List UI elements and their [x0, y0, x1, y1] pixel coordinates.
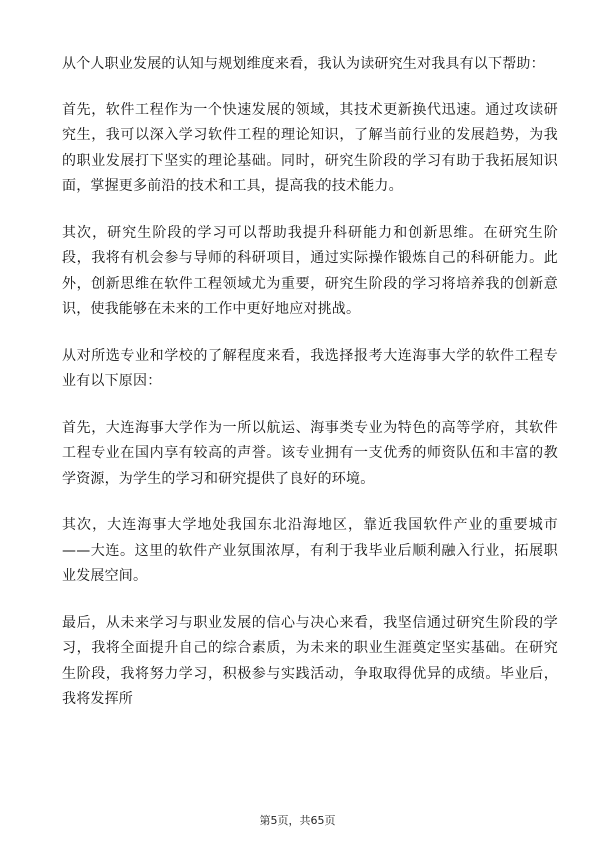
- page-number-footer: 第5页，共65页: [259, 814, 336, 827]
- paragraph-school-reputation: 首先，大连海事大学作为一所以航运、海事类专业为特色的高等学府，其软件工程专业在国内享有较高的声誉。该专业拥有一支优秀的师资队伍和丰富的教学资源，为学生的学习和研究提供了良好的环境。: [62, 419, 558, 487]
- paragraph-first-reason-theory: 首先，软件工程作为一个快速发展的领域，其技术更新换代迅速。通过攻读研究生，我可以深入学习软件工程的理论知识，了解当前行业的发展趋势，为我的职业发展打下坚实的理论基础。同时，研究生阶段的学习有助于我拓展知识面，掌握更多前沿的技术和工具，提高我的技术能力。: [62, 101, 558, 194]
- paragraph-future-confidence: 最后，从未来学习与职业发展的信心与决心来看，我坚信通过研究生阶段的学习，我将全面提升自己的综合素质，为未来的职业生涯奠定坚实基础。在研究生阶段，我将努力学习，积极参与实践活动，争取取得优异的成绩。毕业后，我将发挥所: [62, 614, 558, 707]
- document-body: [62, 52, 558, 734]
- paragraph-school-location: 其次，大连海事大学地处我国东北沿海地区，靠近我国软件产业的重要城市——大连。这里的软件产业氛围浓厚，有利于我毕业后顺利融入行业，拓展职业发展空间。: [62, 517, 558, 584]
- paragraph-intro-development: 从个人职业发展的认知与规划维度来看，我认为读研究生对我具有以下帮助：: [62, 56, 545, 72]
- paragraph-intro-school-choice: 从对所选专业和学校的了解程度来看，我选择报考大连海事大学的软件工程专业有以下原因：: [62, 347, 558, 389]
- paragraph-second-reason-research: 其次，研究生阶段的学习可以帮助我提升科研能力和创新思维。在研究生阶段，我将有机会参与导师的科研项目，通过实际操作锻炼自己的科研能力。此外，创新思维在软件工程领域尤为重要，研究生阶段的学习将培养我的创新意识，使我能够在未来的工作中更好地应对挑战。: [62, 224, 558, 317]
